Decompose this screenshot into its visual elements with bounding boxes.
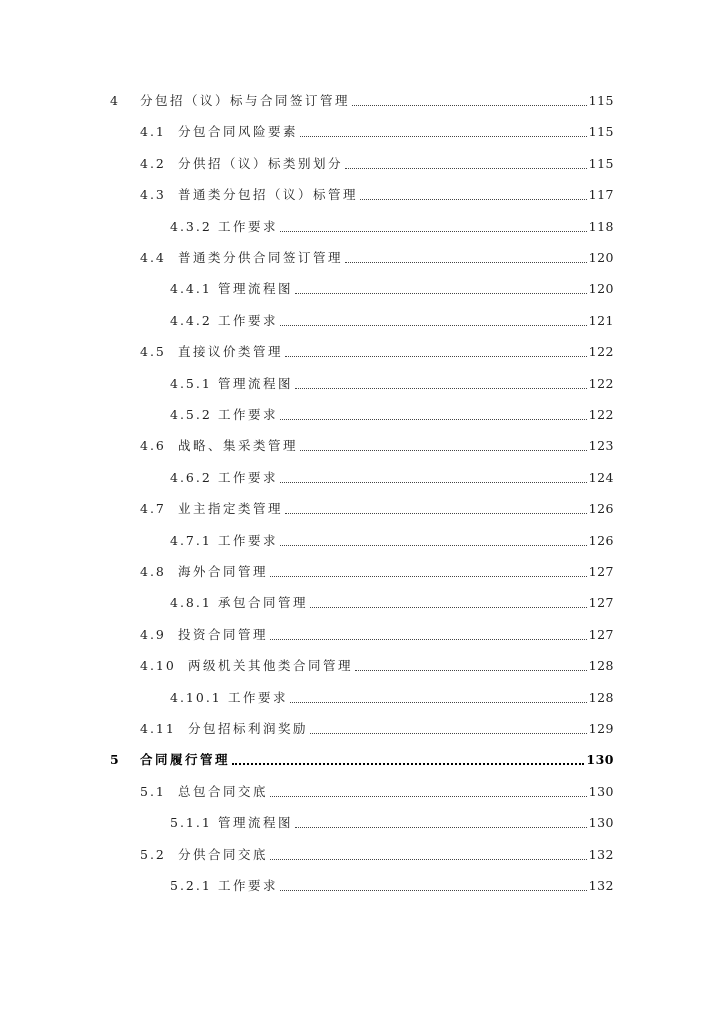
toc-entry-title: 工作要求 bbox=[218, 878, 279, 893]
toc-entry-page: 115 bbox=[588, 155, 614, 171]
toc-entry-title: 管理流程图 bbox=[218, 281, 294, 297]
toc-entry-title: 分供招（议）标类别划分 bbox=[178, 155, 344, 171]
toc-entry-title: 海外合同管理 bbox=[178, 564, 269, 579]
toc-entry-page: 130 bbox=[586, 752, 614, 768]
toc-entry-title: 分包招标利润奖励 bbox=[188, 721, 309, 736]
toc-entry-number: 4.9 bbox=[140, 626, 166, 642]
toc-entry-title: 两级机关其他类合同管理 bbox=[188, 658, 354, 674]
toc-entry[interactable] bbox=[0, 844, 724, 866]
toc-entry-title: 分供合同交底 bbox=[178, 846, 269, 862]
toc-leader-dots bbox=[270, 795, 587, 797]
toc-leader-dots bbox=[310, 606, 587, 608]
toc-entry-number: 4.3.2 bbox=[170, 218, 212, 234]
toc-leader-dots bbox=[345, 261, 587, 263]
toc-entry[interactable] bbox=[0, 655, 724, 677]
toc-leader-dots bbox=[280, 324, 587, 326]
toc-entry-number: 4.4.2 bbox=[170, 312, 212, 328]
toc-entry[interactable] bbox=[0, 592, 724, 614]
toc-leader-dots bbox=[285, 355, 587, 357]
toc-entry[interactable] bbox=[0, 875, 724, 897]
toc-entry[interactable] bbox=[0, 90, 724, 112]
toc-entry[interactable] bbox=[0, 278, 724, 300]
toc-leader-dots bbox=[270, 575, 587, 577]
toc-leader-dots bbox=[295, 292, 587, 294]
toc-entry-page: 115 bbox=[588, 93, 614, 108]
toc-entry-number: 4 bbox=[110, 93, 120, 108]
toc-entry-number: 4.8.1 bbox=[170, 595, 212, 611]
toc-entry[interactable] bbox=[0, 467, 724, 489]
toc-leader-dots bbox=[270, 858, 587, 860]
toc-entry-page: 117 bbox=[588, 187, 614, 203]
toc-leader-dots bbox=[232, 762, 584, 765]
toc-leader-dots bbox=[270, 638, 587, 640]
toc-entry[interactable] bbox=[0, 781, 724, 803]
toc-entry-title: 工作要求 bbox=[218, 532, 279, 548]
toc-leader-dots bbox=[295, 826, 587, 828]
toc-leader-dots bbox=[300, 135, 587, 137]
toc-entry[interactable] bbox=[0, 718, 724, 740]
toc-entry[interactable] bbox=[0, 530, 724, 552]
toc-entry[interactable] bbox=[0, 153, 724, 175]
toc-entry-title: 工作要求 bbox=[218, 407, 279, 422]
toc-entry-page: 126 bbox=[588, 532, 614, 548]
toc-entry-number: 5.1.1 bbox=[170, 815, 212, 831]
toc-entry-number: 5 bbox=[110, 752, 121, 768]
toc-leader-dots bbox=[290, 701, 587, 703]
toc-entry-number: 4.5.2 bbox=[170, 407, 212, 422]
toc-leader-dots bbox=[280, 230, 587, 232]
toc-entry-number: 4.5 bbox=[140, 344, 166, 360]
toc-entry-page: 122 bbox=[588, 375, 614, 391]
toc-entry[interactable] bbox=[0, 812, 724, 834]
toc-entry-page: 127 bbox=[588, 595, 614, 611]
toc-entry-page: 115 bbox=[588, 124, 614, 140]
toc-entry[interactable] bbox=[0, 561, 724, 583]
toc-entry-title: 业主指定类管理 bbox=[178, 501, 284, 517]
toc-entry-page: 130 bbox=[588, 783, 614, 799]
toc-entry-number: 5.2 bbox=[140, 846, 166, 862]
toc-entry-page: 126 bbox=[588, 501, 614, 517]
toc-leader-dots bbox=[280, 889, 587, 891]
toc-entry-number: 4.2 bbox=[140, 155, 166, 171]
toc-leader-dots bbox=[352, 104, 587, 106]
toc-entry-number: 4.10 bbox=[140, 658, 176, 674]
toc-entry-title: 管理流程图 bbox=[218, 815, 294, 831]
toc-entry-page: 120 bbox=[588, 281, 614, 297]
toc-entry[interactable] bbox=[0, 373, 724, 395]
toc-entry[interactable] bbox=[0, 498, 724, 520]
toc-entry-number: 4.6.2 bbox=[170, 469, 212, 485]
toc-entry[interactable] bbox=[0, 749, 724, 771]
toc-leader-dots bbox=[295, 387, 587, 389]
toc-entry[interactable] bbox=[0, 247, 724, 269]
toc-entry-number: 4.4.1 bbox=[170, 281, 212, 297]
toc-leader-dots bbox=[300, 449, 587, 451]
toc-leader-dots bbox=[360, 198, 587, 200]
toc-entry[interactable] bbox=[0, 310, 724, 332]
toc-entry-page: 121 bbox=[588, 312, 614, 328]
toc-entry[interactable] bbox=[0, 121, 724, 143]
toc-entry[interactable] bbox=[0, 341, 724, 363]
toc-entry[interactable] bbox=[0, 435, 724, 457]
toc-entry-page: 122 bbox=[588, 407, 614, 422]
toc-entry-number: 4.1 bbox=[140, 124, 166, 140]
toc-entry-title: 战略、集采类管理 bbox=[178, 438, 299, 454]
toc-entry-title: 工作要求 bbox=[218, 218, 279, 234]
toc-entry-page: 120 bbox=[588, 250, 614, 265]
toc-entry-title: 普通类分包招（议）标管理 bbox=[178, 187, 359, 203]
toc-entry-title: 总包合同交底 bbox=[178, 783, 269, 799]
toc-entry-number: 4.3 bbox=[140, 187, 166, 203]
toc-leader-dots bbox=[310, 732, 587, 734]
toc-entry[interactable] bbox=[0, 184, 724, 206]
toc-entry-page: 129 bbox=[588, 721, 614, 736]
toc-entry[interactable] bbox=[0, 404, 724, 426]
toc-entry-page: 128 bbox=[588, 658, 614, 674]
toc-entry-title: 分包招（议）标与合同签订管理 bbox=[140, 93, 351, 108]
toc-leader-dots bbox=[280, 544, 587, 546]
toc-entry-number: 5.2.1 bbox=[170, 878, 212, 893]
toc-entry-title: 合同履行管理 bbox=[140, 752, 231, 768]
toc-entry-number: 4.7.1 bbox=[170, 532, 212, 548]
toc-entry-number: 4.10.1 bbox=[170, 689, 222, 705]
toc-leader-dots bbox=[285, 512, 587, 514]
toc-entry-number: 4.7 bbox=[140, 501, 166, 517]
toc-entry-title: 工作要求 bbox=[228, 689, 289, 705]
toc-entry-title: 工作要求 bbox=[218, 312, 279, 328]
toc-entry-title: 投资合同管理 bbox=[178, 626, 269, 642]
toc-leader-dots bbox=[355, 669, 587, 671]
toc-entry-title: 工作要求 bbox=[218, 469, 279, 485]
toc-entry-page: 130 bbox=[588, 815, 614, 831]
toc-entry-page: 122 bbox=[588, 344, 614, 360]
toc-entry-number: 4.11 bbox=[140, 721, 176, 736]
toc-entry-title: 普通类分供合同签订管理 bbox=[178, 250, 344, 265]
toc-leader-dots bbox=[280, 418, 587, 420]
toc-entry[interactable] bbox=[0, 624, 724, 646]
toc-leader-dots bbox=[345, 167, 587, 169]
toc-entry-number: 5.1 bbox=[140, 783, 166, 799]
toc-entry-page: 132 bbox=[588, 846, 614, 862]
toc-entry-title: 管理流程图 bbox=[218, 375, 294, 391]
toc-entry-page: 128 bbox=[588, 689, 614, 705]
toc-leader-dots bbox=[280, 481, 587, 483]
toc-entry-number: 4.4 bbox=[140, 250, 166, 265]
toc-entry-number: 4.8 bbox=[140, 564, 166, 579]
toc-entry[interactable] bbox=[0, 687, 724, 709]
toc-entry-number: 4.6 bbox=[140, 438, 166, 454]
toc-entry-title: 承包合同管理 bbox=[218, 595, 309, 611]
toc-entry-title: 分包合同风险要素 bbox=[178, 124, 299, 140]
toc-entry-page: 123 bbox=[588, 438, 614, 454]
toc-entry-page: 127 bbox=[588, 626, 614, 642]
toc-entry[interactable] bbox=[0, 216, 724, 238]
toc-entry-title: 直接议价类管理 bbox=[178, 344, 284, 360]
toc-entry-page: 127 bbox=[588, 564, 614, 579]
toc-entry-number: 4.5.1 bbox=[170, 375, 212, 391]
toc-entry-page: 124 bbox=[588, 469, 614, 485]
toc-entry-page: 118 bbox=[588, 218, 614, 234]
toc-entry-page: 132 bbox=[588, 878, 614, 893]
